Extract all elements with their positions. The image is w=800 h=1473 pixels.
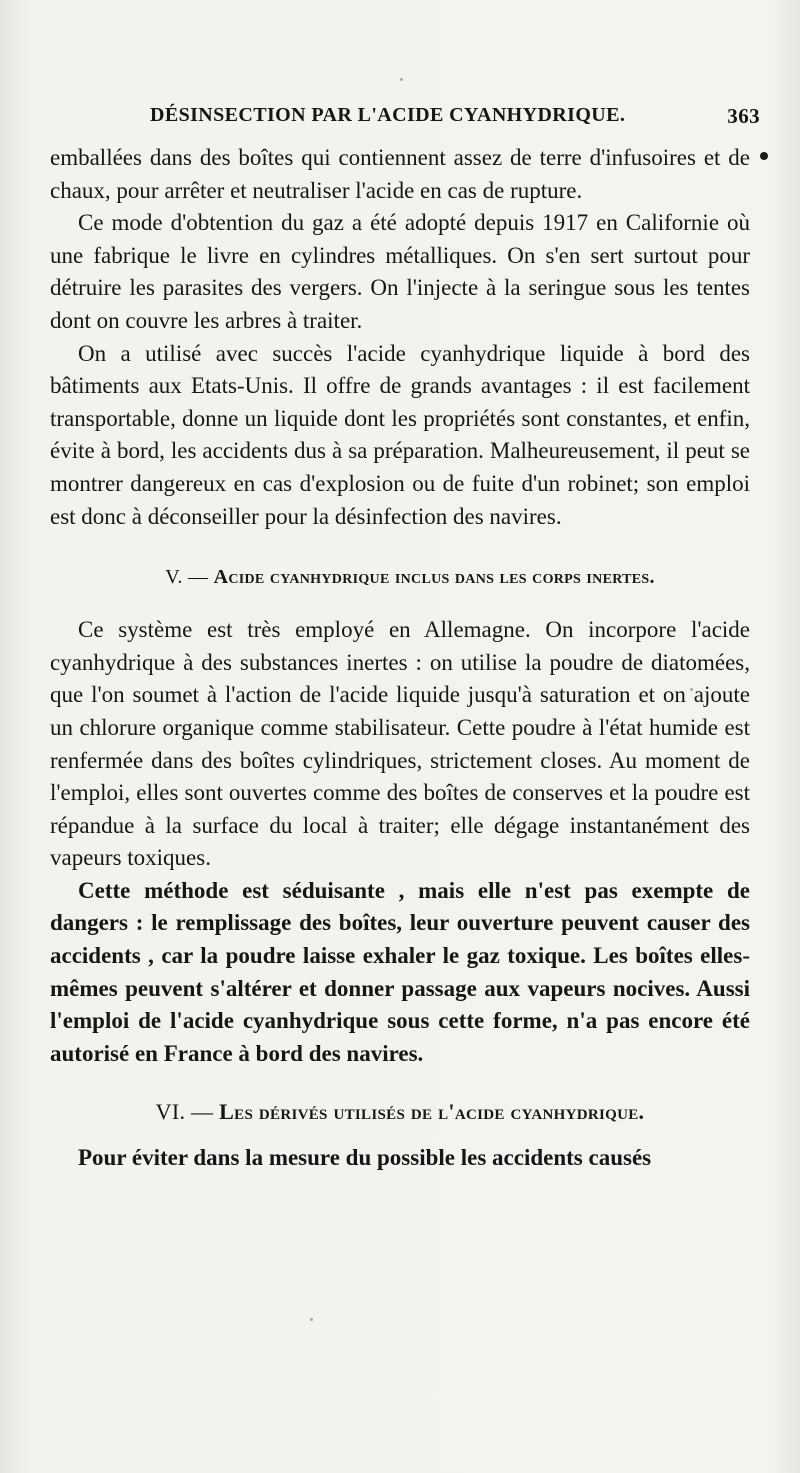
page-number: 363 bbox=[727, 104, 760, 128]
section-title: Acide cyanhydrique inclus dans les corps inertes. bbox=[213, 566, 655, 589]
section-number: VI. — bbox=[155, 1099, 214, 1125]
paragraph: Ce système est très employé en Allemagne. On incorpore l'acide cyanhydrique à des substances inertes : on utilise la poudre de diatomées, que l'on soumet à l'action de l'acide liquide jusqu'à saturation et on ajoute un chlorure organique comme stabilisateur. Cette poudre à l'état humide est renfermée dans des boîtes cylindriques, strictement closes. Au moment de l'emploi, elles sont ouvertes comme des boîtes de conserves et la poudre est répandue à la surface du local à traiter; elle dégage instantanément des vapeurs toxiques. bbox=[50, 617, 750, 871]
margin-ink-dot bbox=[760, 152, 768, 160]
paper-speck bbox=[400, 78, 403, 81]
section-title: Les dérivés utilisés de l'acide cyanhydrique. bbox=[219, 1099, 645, 1125]
paragraph: Cette méthode est séduisante , mais elle n'est pas exempte de dangers : le remplissage des boîtes, leur ouverture peuvent causer des accidents , car la poudre laisse exhaler le gaz toxique. Les boîtes elles-mêmes peuvent s'altérer et donner passage aux vapeurs nocives. Aussi l'emploi de l'acide cyanhydrique sous cette forme, n'a pas encore été autorisé en France à bord des navires. bbox=[50, 877, 750, 1066]
section-number: V. — bbox=[165, 566, 209, 589]
body-text bbox=[50, 142, 750, 1175]
paragraph-continuation: emballées dans des boîtes qui contiennent assez de terre d'infusoires et de chaux, pour arrêter et neutraliser l'acide en cas de rupture. bbox=[50, 145, 750, 203]
paragraph: Pour éviter dans la mesure du possible les accidents causés bbox=[78, 1145, 652, 1171]
paragraph: On a utilisé avec succès l'acide cyanhydrique liquide à bord des bâtiments aux Etats-Unis. Il offre de grands avantages : il est facilement transportable, donne un liquide dont les propriétés sont constantes, et enfin, évite à bord, les accidents dus à sa préparation. Malheureusement, il peut se montrer dangereux en cas d'explosion ou de fuite d'un robinet; son emploi est donc à déconseiller pour la désinfection des navires. bbox=[50, 340, 750, 529]
running-title: DÉSINSECTION PAR L'ACIDE CYANHYDRIQUE. bbox=[150, 104, 626, 126]
running-head bbox=[150, 100, 760, 134]
section-heading-v bbox=[50, 561, 750, 593]
paper-speck bbox=[310, 1318, 313, 1321]
section-heading-vi bbox=[50, 1096, 750, 1128]
paragraph: Ce mode d'obtention du gaz a été adopté depuis 1917 en Californie où une fabrique le livre en cylindres métalliques. On s'en sert surtout pour détruire les parasites des vergers. On l'injecte à la seringue sous les tentes dont on couvre les arbres à traiter. bbox=[50, 210, 750, 333]
